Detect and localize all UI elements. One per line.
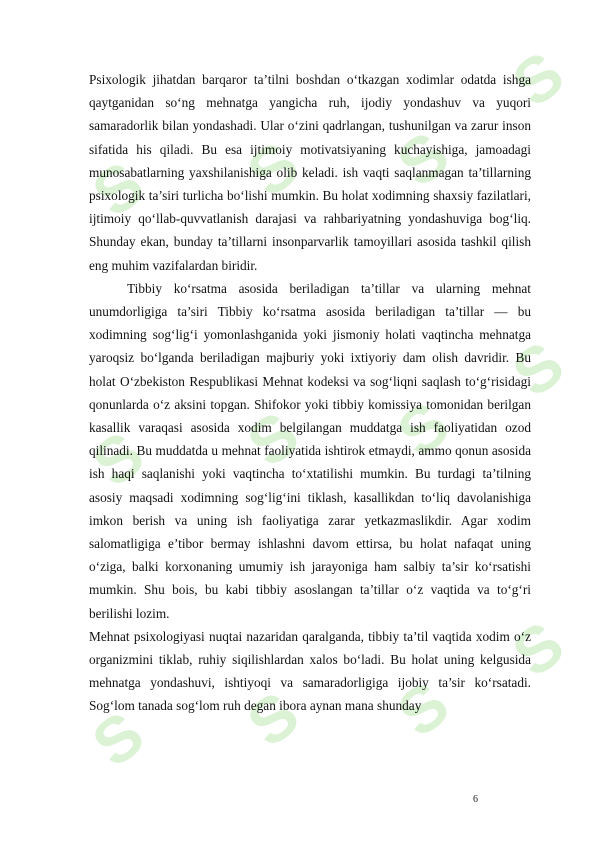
watermark-glyph: S: [499, 37, 577, 121]
watermark-glyph: S: [384, 387, 462, 471]
watermark-glyph: S: [79, 417, 157, 501]
paragraph: Tibbiy ko‘rsatma asosida beriladigan ta’tillar va ularning mehnat unumdorligiga ta’siri Tibbiy ko‘rsatma asosida beriladigan ta’tillar — bu xodimning sog‘lig‘i yomonlashganida yoki jismoniy holati vaqtincha mehnatga yaroqsiz bo‘lganda beriladigan majburiy yoki ixtiyoriy dam olish davridir. Bu holat O‘zbekiston Respublikasi Mehnat kodeksi va sog‘liqni saqlash to‘g‘risidagi qonunlarda o‘z aksini topgan. Shifokor yoki tibbiy komissiya tomonidan berilgan kasallik varaqasi asosida xodim belgilangan muddatga ish faoliyatidan ozod qilinadi. Bu muddatda u mehnat faoliyatida ishtirok etmaydi, ammo qonun asosida ish haqi saqlanishi yoki vaqtincha to‘xtatilishi mumkin. Bu turdagi ta’tilning asosiy maqsadi xodimning sog‘lig‘ini tiklash, kasallikdan to‘liq davolanishiga imkon berish va uning ish faoliyatiga zarar yetkazmaslikdir. Agar xodim salomatligiga e’tibor bermay ishlashni davom ettirsa, bu holat nafaqat uning o‘ziga, balki korxonaning umumiy ish jarayoniga ham salbiy ta’sir ko‘rsatishi mumkin. Shu bois, bu kabi tibbiy asoslangan ta’tillar o‘z vaqtida va to‘g‘ri berilishi lozim.: [89, 280, 531, 621]
paragraph: Psixologik jihatdan barqaror ta’tilni boshdan o‘tkazgan xodimlar odatda ishga qaytganidan so‘ng mehnatga yangicha ruh, ijodiy yondashuv va yuqori samaradorlik bilan yondashadi. Ular o‘zini qadrlangan, tushunilgan va zarur inson sifatida his qiladi. Bu esa ijtimoiy motivatsiyaning kuchayishiga, jamoadagi munosabatlarning yaxshilanishiga olib keladi. ish vaqti saqlanmagan ta’tillarning psixologik ta’siri turlicha bo‘lishi mumkin. Bu holat xodimning shaxsiy fazilatlari, ijtimoiy qo‘llab-quvvatlanish darajasi va rahbariyatning yondashuviga bog‘liq. Shunday ekan, bunday ta’tillarni insonparvarlik tamoyillari asosida tashkil qilish eng muhim vazifalardan biridir.: [89, 72, 531, 273]
page-number: 6: [473, 794, 478, 805]
watermark-glyph: S: [384, 117, 462, 201]
watermark-glyph: S: [79, 147, 157, 231]
watermark-glyph: S: [234, 677, 312, 761]
watermark-glyph: S: [499, 327, 577, 411]
paragraph: Mehnat psixologiyasi nuqtai nazaridan qaralganda, tibbiy ta’til vaqtida xodim o‘z organizmini tiklab, ruhiy siqilishlardan xalos bo‘ladi. Bu holat uning kelgusida mehnatga yondashuvi, ishtiyoqi va samaradorligiga ijobiy ta’sir ko‘rsatadi. Sog‘lom tanada sog‘lom ruh degan ibora aynan mana shunday: [89, 628, 531, 714]
watermark-glyph: S: [234, 397, 312, 481]
watermark-glyph: S: [499, 607, 577, 691]
watermark-glyph: S: [234, 127, 312, 211]
watermark-glyph: S: [384, 667, 462, 751]
document-body: [89, 68, 531, 718]
watermark-glyph: S: [79, 697, 157, 781]
